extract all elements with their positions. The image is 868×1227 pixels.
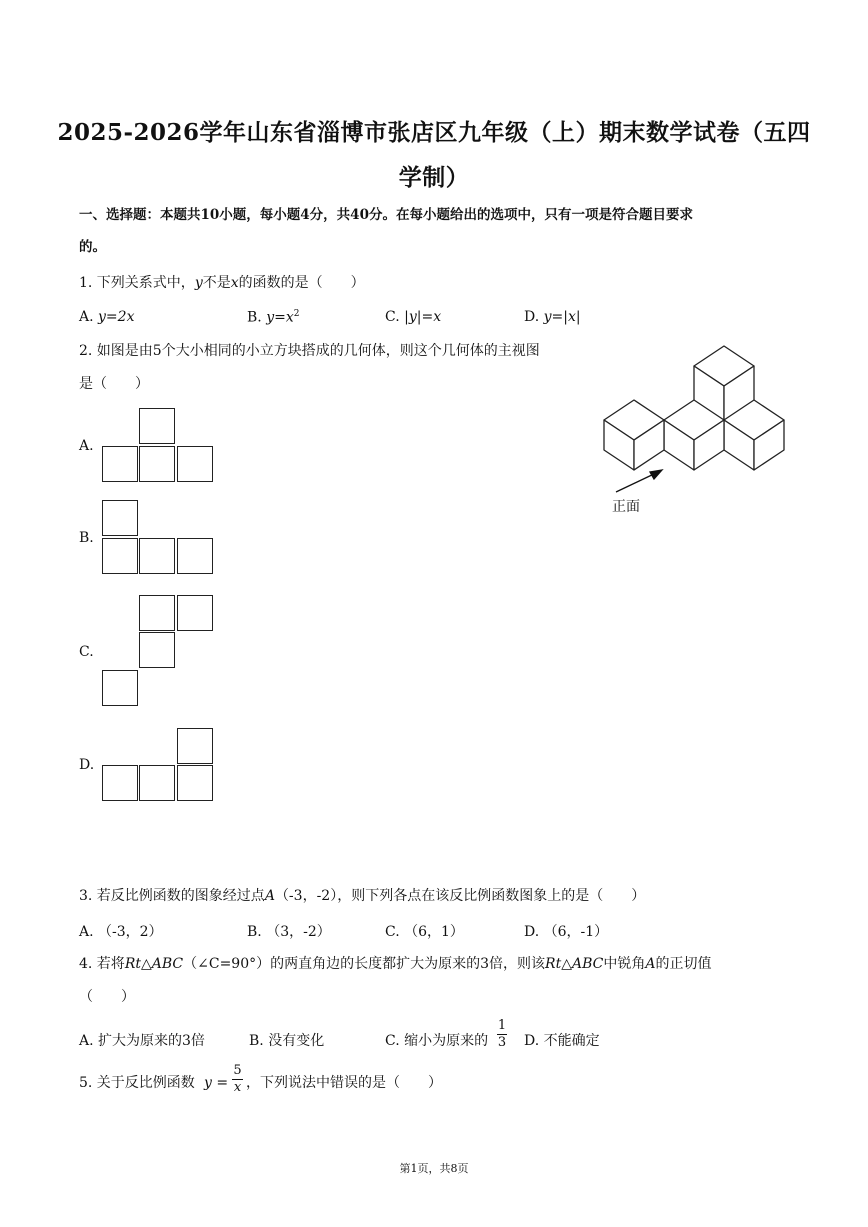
q2-option-a-label: A. — [79, 438, 94, 454]
q3-option-d: D. （6，-1） — [524, 924, 609, 940]
q4-option-d: D. 不能确定 — [524, 1033, 600, 1049]
q4-option-c: C. 缩小为原来的 — [385, 1033, 489, 1049]
page-footer: 第1页，共8页 — [399, 1162, 469, 1175]
q1-option-d: D. y=|x| — [524, 309, 581, 325]
front-arrow-icon — [616, 470, 662, 492]
q3-option-c: C. （6，1） — [385, 924, 464, 940]
question-5-stem-b: ，下列说法中错误的是（ ） — [246, 1075, 442, 1091]
q2-option-c-label: C. — [79, 644, 94, 660]
q1-option-c: C. |y|=x — [385, 309, 442, 325]
q5-fraction: 5 x — [233, 1063, 242, 1095]
q3-option-a: A. （-3，2） — [79, 924, 163, 940]
question-4-stem: 4. 若将Rt△ABC（∠C=90°）的两直角边的长度都扩大为原来的3倍，则该Rt△ABC中锐角A的正切值 — [79, 956, 712, 972]
question-1-stem: 1. 下列关系式中，y不是x的函数的是（ ） — [79, 275, 365, 291]
q4-fraction-one-third: 1 3 — [497, 1018, 507, 1050]
q2-option-d-label: D. — [79, 757, 95, 773]
q1-option-b: B. $y=x^2$ — [247, 309, 300, 326]
q3-option-b: B. （3，-2） — [247, 924, 331, 940]
section-header: 一、选择题：本题共10小题，每小题4分，共40分。在每小题给出的选项中，只有一项是符合题目要求 — [79, 207, 693, 223]
question-2-stem: 2. 如图是由5个大小相同的小立方块搭成的几何体，则这个几何体的主视图 — [79, 343, 540, 359]
q1-option-a: A. y=2x — [79, 309, 135, 325]
q2-option-b-label: B. — [79, 530, 94, 546]
exam-title-line1: 2025-2026学年山东省淄博市张店区九年级（上）期末数学试卷（五四 — [57, 119, 811, 146]
q4-option-a: A. 扩大为原来的3倍 — [79, 1033, 205, 1049]
exam-title-line2: 学制） — [398, 164, 470, 191]
question-3-stem: 3. 若反比例函数的图象经过点A（-3，-2），则下列各点在该反比例函数图象上的是（ ） — [79, 888, 646, 904]
section-header-cont: 的。 — [79, 239, 106, 255]
cube-stack-figure — [596, 340, 796, 520]
question-5-stem-a: 5. 关于反比例函数 — [79, 1075, 195, 1091]
q4-option-b: B. 没有变化 — [249, 1033, 325, 1049]
question-4-stem-cont: （ ） — [79, 989, 135, 1005]
question-2-stem-cont: 是（ ） — [79, 376, 149, 392]
q5-function-lhs: y = — [204, 1075, 229, 1091]
front-label: 正面 — [612, 499, 640, 515]
